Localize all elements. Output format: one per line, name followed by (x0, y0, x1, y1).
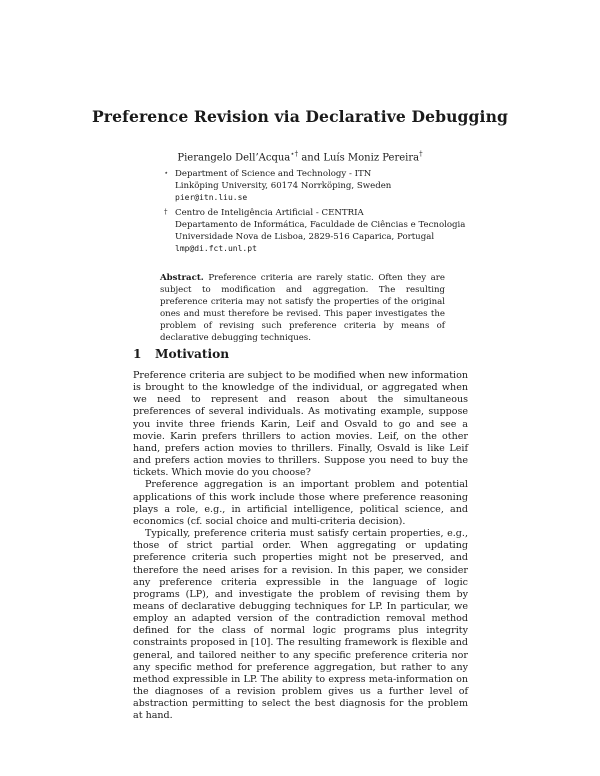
body-text (133, 370, 468, 723)
abstract (160, 272, 445, 345)
author-name: Luís Moniz Pereira (323, 152, 420, 164)
affiliation-line: Department of Science and Technology - ITN (175, 169, 372, 179)
affiliation-email: lmp@di.fct.unl.pt (175, 244, 257, 253)
paragraph: Typically, preference criteria must satisfy certain properties, e.g., those of strict partial order. When aggregating or updating preference criteria such properties might not be preserved, and therefore the need arises for a revision. In this paper, we consider any preference criteria expressible in the language of logic programs (LP), and investigate the problem of revising them by means of declarative debugging techniques for LP. In particular, we employ an adapted version of the contradiction removal method defined for the class of normal logic programs plus integrity constraints proposed in [10]. The resulting framework is flexible and general, and tailored neither to any specific preference criteria nor any specific method for preference aggregation, but rather to any method expressible in LP. The ability to express meta-information on the diagnoses of a revision problem gives us a further level of abstraction permitting to select the best diagnosis for the problem at hand. (133, 528, 468, 722)
affiliation-line: Departamento de Informática, Faculdade de Ciências e Tecnologia (175, 220, 466, 230)
affiliation-1 (164, 168, 392, 204)
abstract-label: Abstract. (160, 273, 204, 283)
affiliation-line: Universidade Nova de Lisboa, 2829-516 Caparica, Portugal (175, 232, 435, 242)
abstract-text: Preference criteria are rarely static. Often they are subject to modification and aggregation. The resulting preference criteria may not satisfy the properties of the original ones and must therefore be revised. This paper investigates the problem of revising such preference criteria by means of declarative debugging techniques. (160, 273, 446, 344)
affiliation-mark: † (164, 208, 168, 216)
section-heading (133, 347, 229, 361)
author-name: Pierangelo Dell’Acqua (177, 152, 291, 164)
affiliation-line: Centro de Inteligência Artificial - CENTRIA (175, 208, 364, 218)
paper-title: Preference Revision via Declarative Debugging (91, 107, 509, 126)
author-line (0, 150, 600, 163)
section-number: 1 (133, 347, 142, 361)
affiliation-2 (164, 207, 466, 255)
section-title: Motivation (155, 347, 230, 361)
paragraph: Preference criteria are subject to be modified when new information is brought to the knowledge of the individual, or aggregated when we need to represent and reason about the simultaneous preferences of several individuals. As motivating example, suppose you invite three friends Karin, Leif and Osvald to go and see a movie. Karin prefers thrillers to action movies. Leif, on the other hand, prefers action movies to thrillers. Finally, Osvald is like Leif and prefers action movies to thrillers. Suppose you need to buy the tickets. Which movie do you choose? (133, 370, 468, 479)
affiliation-line: Linköping University, 60174 Norrköping, Sweden (175, 181, 392, 191)
author-conjunction: and (298, 152, 324, 164)
author-footnote-mark: ⋆† (290, 150, 299, 158)
affiliation-email: pier@itn.liu.se (175, 193, 248, 202)
affiliation-mark: ⋆ (164, 169, 169, 177)
paragraph: Preference aggregation is an important problem and potential applications of this work include those where preference reasoning plays a role, e.g., in artificial intelligence, political science, and economics (cf. social choice and multi-criteria decision). (133, 479, 468, 527)
author-footnote-mark: † (419, 150, 423, 158)
